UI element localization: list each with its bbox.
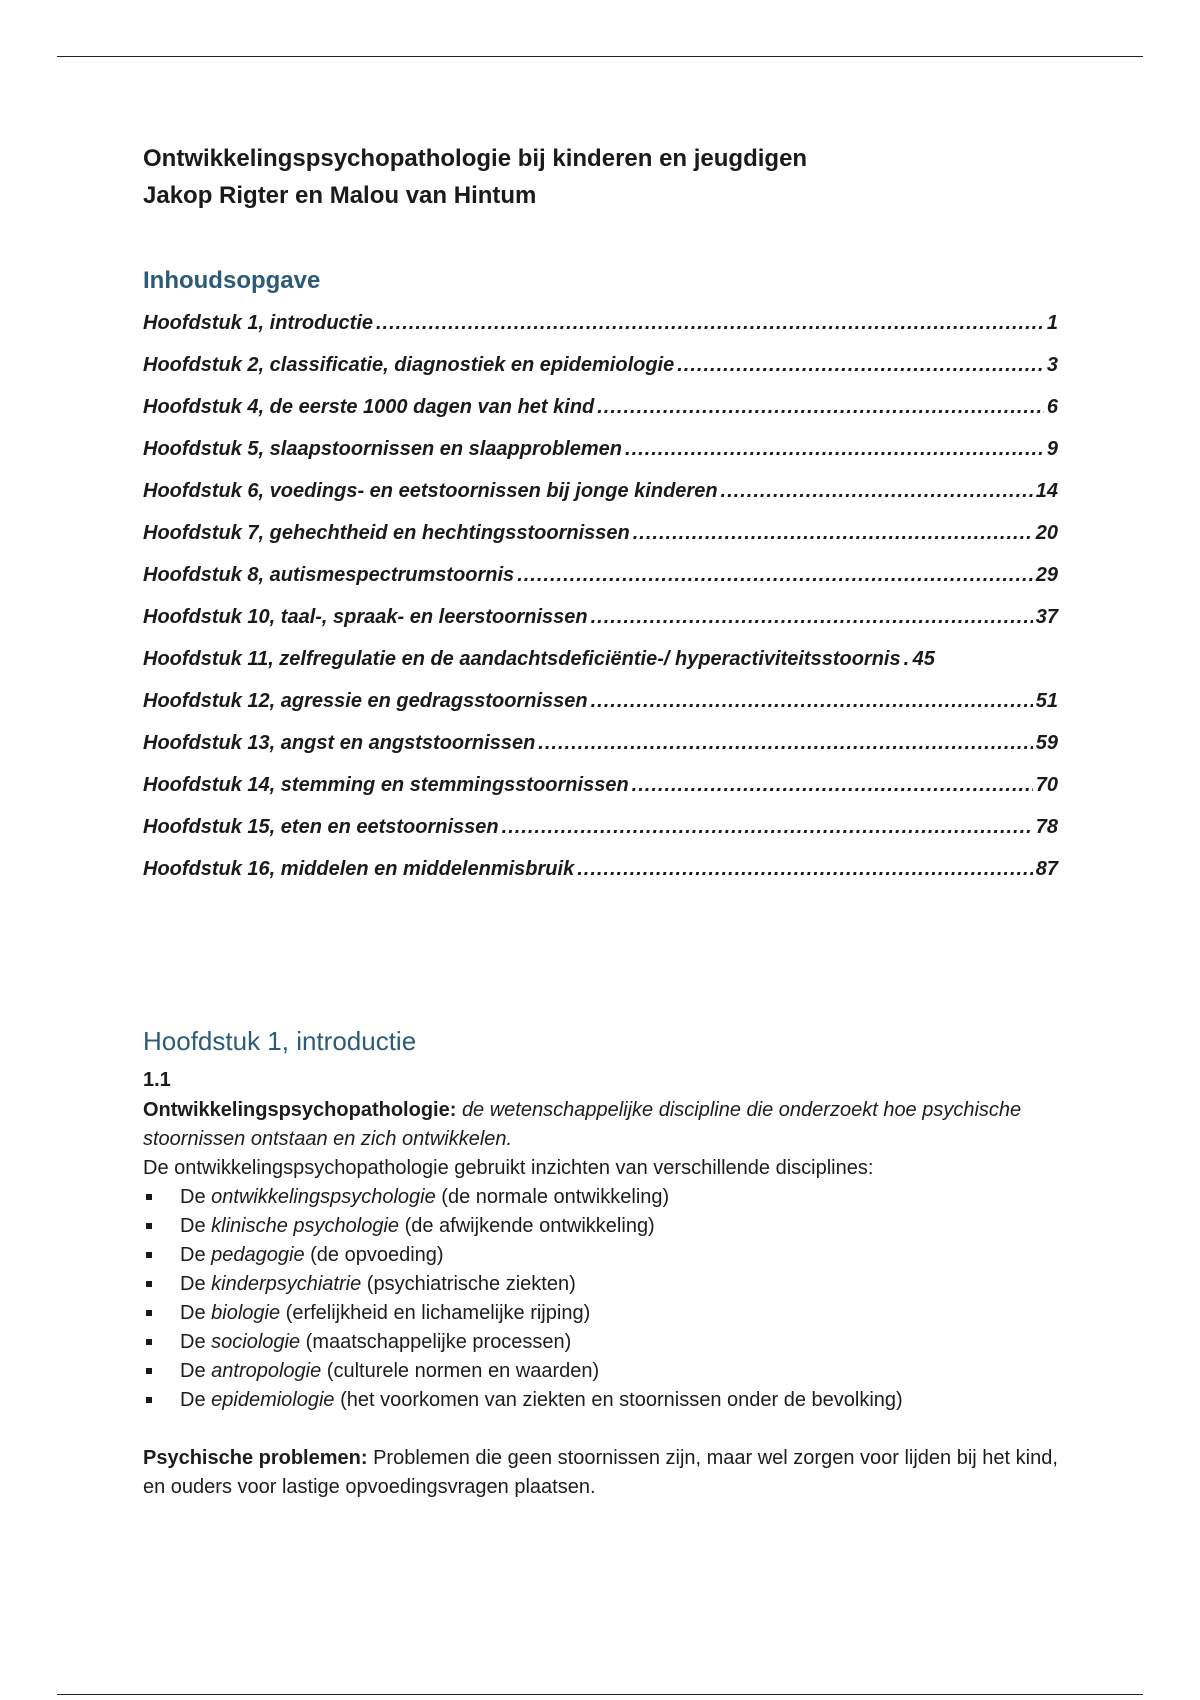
toc-leader-dots — [904, 638, 910, 680]
toc-entry-title: Hoofdstuk 4, de eerste 1000 dagen van het kind — [143, 396, 595, 418]
toc-entry-title: Hoofdstuk 15, eten en eetstoornissen — [143, 816, 499, 838]
toc-entry-title: Hoofdstuk 2, classificatie, diagnostiek en epidemiologie — [143, 354, 675, 376]
toc-entry-page: 51 — [1035, 690, 1058, 712]
toc-entry-page: 20 — [1035, 522, 1058, 544]
toc-entry[interactable] — [143, 470, 1058, 512]
toc-entry[interactable] — [143, 596, 1058, 638]
toc-leader-dots — [591, 596, 1033, 638]
discipline-note: (de afwijkende ontwikkeling) — [404, 1215, 655, 1237]
toc-entry-title: Hoofdstuk 11, zelfregulatie en de aandachtsdeficiëntie-/ hyperactiviteitsstoornis — [143, 648, 901, 670]
bullet-icon — [146, 1281, 152, 1287]
toc-entry-page: 6 — [1046, 396, 1058, 418]
toc-heading: Inhoudsopgave — [143, 267, 321, 294]
discipline-note: (het voorkomen van ziekten en stoornissen onder de bevolking) — [340, 1389, 903, 1411]
problems-paragraph — [143, 1444, 1058, 1502]
page-content — [143, 140, 1058, 1502]
toc-entry-page: 45 — [912, 648, 935, 670]
toc-entry-page: 1 — [1046, 312, 1058, 334]
list-item — [143, 1241, 1058, 1270]
document-authors: Jakop Rigter en Malou van Hintum — [143, 182, 537, 209]
item-prefix: De — [180, 1389, 206, 1411]
toc-leader-dots — [721, 470, 1033, 512]
toc-leader-dots — [577, 848, 1033, 890]
discipline-name: epidemiologie — [211, 1389, 335, 1411]
toc-entry[interactable] — [143, 722, 1058, 764]
discipline-name: klinische psychologie — [211, 1215, 400, 1237]
toc-entry[interactable] — [143, 680, 1058, 722]
list-item — [143, 1357, 1058, 1386]
list-item — [143, 1299, 1058, 1328]
toc-entry[interactable] — [143, 344, 1058, 386]
chapter-heading: Hoofdstuk 1, introductie — [143, 1026, 417, 1056]
item-prefix: De — [180, 1331, 206, 1353]
definition-paragraph — [143, 1096, 1058, 1154]
toc-entry-page: 37 — [1035, 606, 1058, 628]
problems-term: Psychische problemen: — [143, 1447, 368, 1469]
list-item — [143, 1328, 1058, 1357]
toc-leader-dots — [591, 680, 1033, 722]
toc-entry[interactable] — [143, 848, 1058, 890]
toc-leader-dots — [376, 302, 1044, 344]
discipline-name: sociologie — [211, 1331, 301, 1353]
definition-term: Ontwikkelingspsychopathologie: — [143, 1099, 457, 1121]
discipline-name: antropologie — [211, 1360, 322, 1382]
discipline-name: kinderpsychiatrie — [211, 1273, 362, 1295]
table-of-contents — [143, 302, 1058, 890]
toc-leader-dots — [597, 386, 1044, 428]
toc-entry-title: Hoofdstuk 16, middelen en middelenmisbruik — [143, 858, 575, 880]
bullet-icon — [146, 1339, 152, 1345]
bullet-icon — [146, 1194, 152, 1200]
list-item — [143, 1212, 1058, 1241]
discipline-note: (culturele normen en waarden) — [326, 1360, 600, 1382]
intro-paragraph: De ontwikkelingspsychopathologie gebruikt inzichten van verschillende disciplines: — [143, 1157, 874, 1179]
toc-entry-title: Hoofdstuk 10, taal-, spraak- en leerstoornissen — [143, 606, 588, 628]
item-prefix: De — [180, 1273, 206, 1295]
toc-leader-dots — [538, 722, 1032, 764]
discipline-note: (de normale ontwikkeling) — [441, 1186, 670, 1208]
toc-entry-title: Hoofdstuk 7, gehechtheid en hechtingsstoornissen — [143, 522, 630, 544]
item-prefix: De — [180, 1302, 206, 1324]
toc-entry-title: Hoofdstuk 5, slaapstoornissen en slaapproblemen — [143, 438, 623, 460]
discipline-note: (de opvoeding) — [310, 1244, 444, 1266]
toc-entry-page: 9 — [1046, 438, 1058, 460]
list-item — [143, 1386, 1058, 1415]
discipline-note: (maatschappelijke processen) — [305, 1331, 572, 1353]
toc-entry[interactable] — [143, 302, 1058, 344]
toc-entry-page: 14 — [1035, 480, 1058, 502]
toc-entry-page: 87 — [1035, 858, 1058, 880]
bullet-icon — [146, 1397, 152, 1403]
toc-entry[interactable] — [143, 512, 1058, 554]
toc-leader-dots — [502, 806, 1033, 848]
problems-text: Problemen die geen stoornissen zijn, maar wel zorgen voor lijden bij het kind, en ouders voor lastige opvoedingsvragen plaatsen. — [143, 1447, 1058, 1498]
definition-text: de wetenschappelijke discipline die onderzoekt hoe psychische stoornissen ontstaan en zich ontwikkelen. — [143, 1099, 1022, 1150]
toc-entry-page: 29 — [1035, 564, 1058, 586]
toc-entry-title: Hoofdstuk 8, autismespectrumstoornis — [143, 564, 515, 586]
toc-entry-page: 59 — [1035, 732, 1058, 754]
list-item — [143, 1183, 1058, 1212]
toc-entry[interactable] — [143, 386, 1058, 428]
list-item — [143, 1270, 1058, 1299]
discipline-list — [143, 1183, 1058, 1415]
toc-leader-dots — [677, 344, 1044, 386]
toc-leader-dots — [633, 512, 1033, 554]
section-number: 1.1 — [143, 1069, 171, 1091]
bullet-icon — [146, 1310, 152, 1316]
bullet-icon — [146, 1368, 152, 1374]
document-title: Ontwikkelingspsychopathologie bij kinderen en jeugdigen — [143, 145, 808, 172]
bullet-icon — [146, 1252, 152, 1258]
discipline-name: ontwikkelingspsychologie — [211, 1186, 436, 1208]
discipline-note: (erfelijkheid en lichamelijke rijping) — [285, 1302, 591, 1324]
toc-entry[interactable] — [143, 554, 1058, 596]
header-rule — [57, 56, 1143, 57]
toc-entry-title: Hoofdstuk 6, voedings- en eetstoornissen bij jonge kinderen — [143, 480, 718, 502]
toc-entry-page: 78 — [1035, 816, 1058, 838]
item-prefix: De — [180, 1186, 206, 1208]
toc-leader-dots — [632, 764, 1033, 806]
toc-entry-page: 70 — [1035, 774, 1058, 796]
item-prefix: De — [180, 1360, 206, 1382]
item-prefix: De — [180, 1244, 206, 1266]
toc-entry-page: 3 — [1046, 354, 1058, 376]
item-prefix: De — [180, 1215, 206, 1237]
toc-entry[interactable] — [143, 806, 1058, 848]
discipline-name: biologie — [211, 1302, 281, 1324]
toc-leader-dots — [517, 554, 1033, 596]
toc-entry-title: Hoofdstuk 13, angst en angststoornissen — [143, 732, 536, 754]
discipline-note: (psychiatrische ziekten) — [366, 1273, 576, 1295]
toc-entry[interactable] — [143, 638, 1058, 680]
toc-entry[interactable] — [143, 428, 1058, 470]
toc-entry-title: Hoofdstuk 1, introductie — [143, 312, 373, 334]
toc-entry[interactable] — [143, 764, 1058, 806]
toc-entry-title: Hoofdstuk 12, agressie en gedragsstoornissen — [143, 690, 588, 712]
bullet-icon — [146, 1223, 152, 1229]
toc-leader-dots — [625, 428, 1044, 470]
footer-rule — [57, 1694, 1143, 1695]
discipline-name: pedagogie — [211, 1244, 305, 1266]
toc-entry-title: Hoofdstuk 14, stemming en stemmingsstoornissen — [143, 774, 629, 796]
